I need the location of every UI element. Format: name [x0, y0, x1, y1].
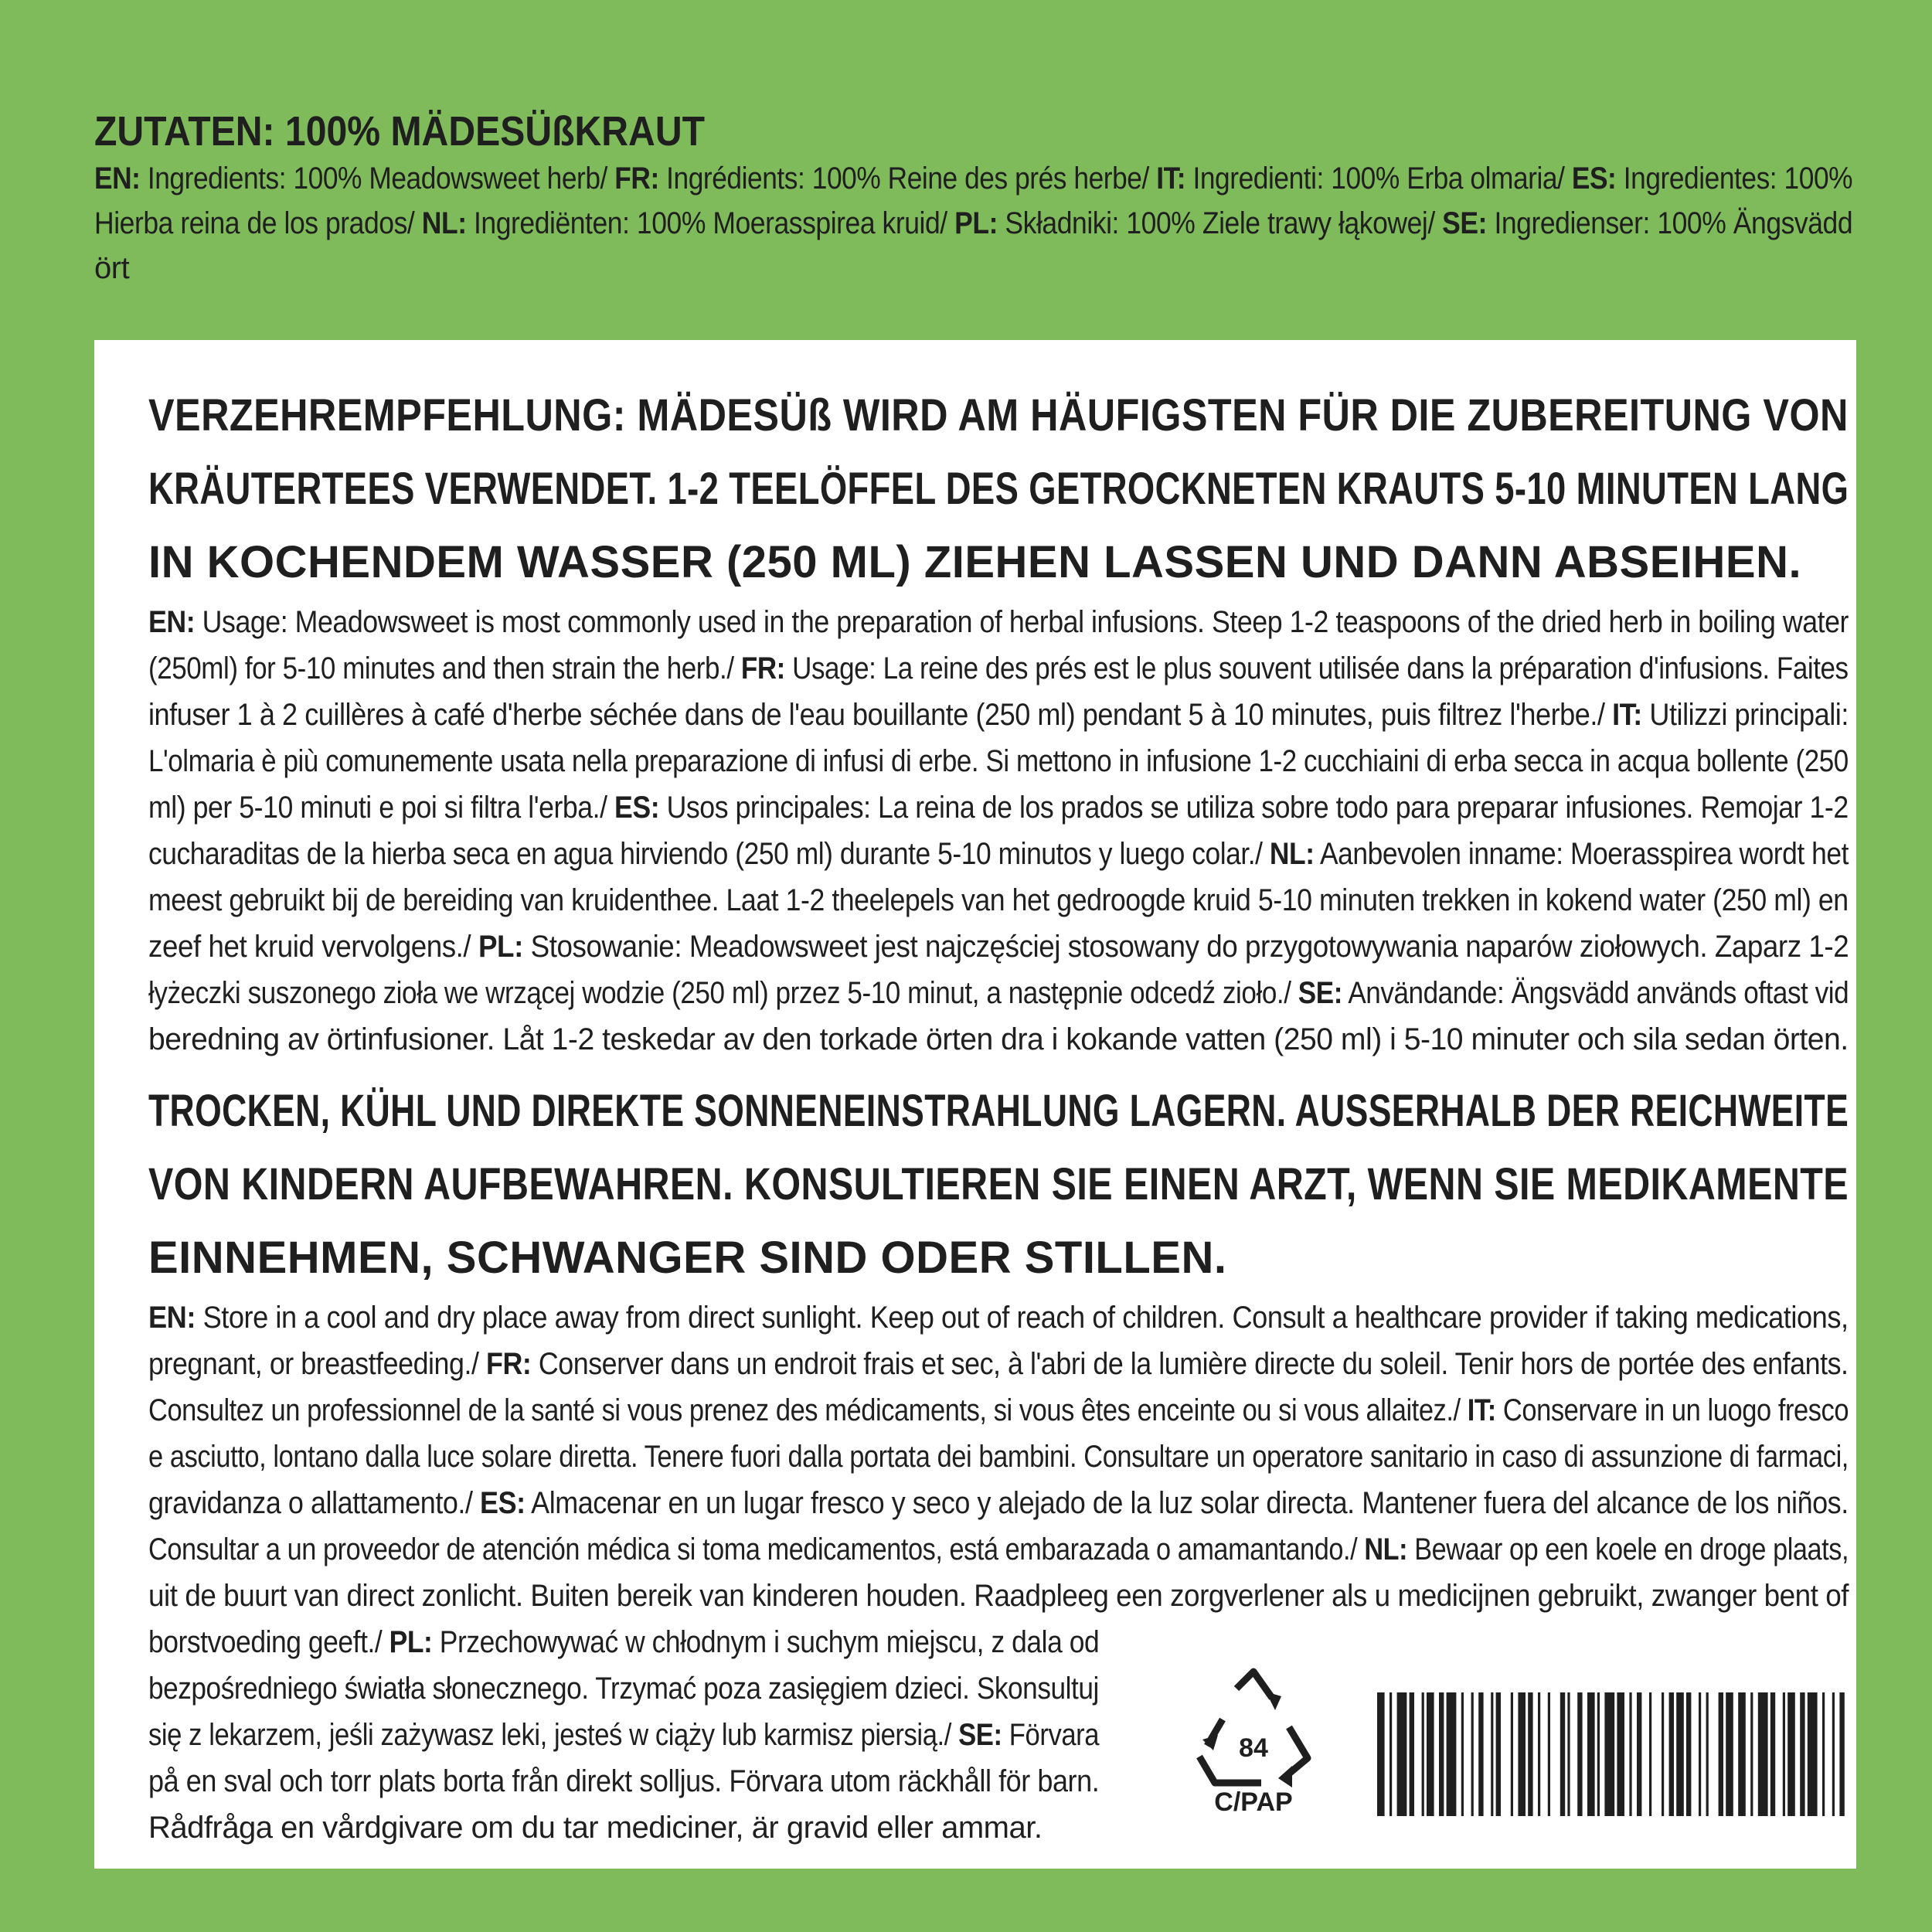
text-line: [148, 1341, 1849, 1387]
language-code: SE:: [958, 1718, 1002, 1752]
text-run: Förvara: [1002, 1718, 1100, 1752]
barcode-bar: [1706, 1692, 1709, 1816]
text-line: [94, 246, 129, 291]
barcode-bar: [1471, 1692, 1474, 1816]
text-run: Almacenar en un lugar fresco y seco y alejado de la luz solar directa. Mantener fuera del alcance de los niños.: [525, 1486, 1849, 1520]
language-code: SE:: [1298, 976, 1342, 1010]
language-code: SE:: [1442, 206, 1488, 240]
barcode-bar: [1726, 1692, 1733, 1816]
recycling-code: C/PAP: [1214, 1787, 1293, 1817]
barcode-bar: [1560, 1692, 1565, 1816]
text-run: på en sval och torr plats borta från direkt solljus. Förvara utom räckhåll för barn.: [148, 1764, 1100, 1798]
text-run: beredning av örtinfusioner. Låt 1-2 teskedar av den torkade örten dra i kokande vatten (250 ml) i 5-10 minuter och sila sedan örten.: [148, 1022, 1849, 1056]
barcode-bar: [1832, 1692, 1835, 1816]
text-run: zeef het kruid vervolgens./: [148, 930, 478, 964]
barcode-bar: [1397, 1692, 1407, 1816]
language-code: NL:: [1269, 837, 1315, 871]
ingredients-section: [94, 107, 1856, 291]
text-run: cucharaditas de la hierba seca en agua hirviendo (250 ml) durante 5-10 minutos y luego colar./: [148, 837, 1270, 871]
text-run: borstvoeding geeft./: [148, 1625, 389, 1659]
text-run: Conservare in un luogo fresco: [1495, 1393, 1849, 1427]
barcode-bar: [1800, 1692, 1804, 1816]
text-run: L'olmaria è più comunemente usata nella preparazione di infusi di erbe. Si mettono in infusione 1-2 cucchiaini di erba secca in acqua bollente (250: [148, 744, 1849, 778]
barcode-bar: [1439, 1692, 1444, 1816]
barcode-bar: [1478, 1692, 1483, 1816]
text-line: [148, 784, 1849, 831]
text-line: [148, 1387, 1849, 1434]
text-line: [94, 156, 1852, 201]
barcode-bar: [1699, 1692, 1701, 1816]
text-line: [148, 1294, 1849, 1341]
barcode-bar: [1447, 1692, 1457, 1816]
text-line: [148, 1016, 1849, 1063]
barcode-icon: [1377, 1692, 1849, 1816]
text-run: Stosowanie: Meadowsweet jest najczęściej stosowany do przygotowywania naparów ziołowych. Zaparz 1-2: [522, 930, 1849, 964]
barcode-bar: [1750, 1692, 1753, 1816]
text-run: Ingredienser: 100% Ängsvädd: [1487, 206, 1853, 240]
barcode-bar: [1577, 1692, 1582, 1816]
barcode-bar: [1738, 1692, 1746, 1816]
usage-heading: [148, 379, 1849, 599]
storage-heading: [148, 1074, 1849, 1294]
barcode-bar: [1422, 1692, 1424, 1816]
text-line: [148, 692, 1849, 738]
recycling-number: 84: [1239, 1733, 1268, 1763]
language-code: ES:: [1571, 162, 1617, 196]
barcode-bar: [1662, 1692, 1664, 1816]
barcode-bar: [1637, 1692, 1641, 1816]
text-run: się z lekarzem, jeśli zażywasz leki, jesteś w ciąży lub karmisz piersią./: [148, 1718, 959, 1752]
barcode-bar: [1377, 1692, 1385, 1816]
text-run: infuser 1 à 2 cuillères à café d'herbe séchée dans de l'eau bouillante (250 ml) pendant 5 à 10 minutes, puis filtrez l'herbe./: [148, 698, 1613, 732]
language-code: FR:: [740, 651, 785, 685]
text-line: [148, 1526, 1849, 1573]
language-code: EN:: [148, 605, 196, 639]
barcode-bar: [1783, 1692, 1785, 1816]
language-code: NL:: [421, 206, 467, 240]
barcode-bar: [1518, 1692, 1526, 1816]
barcode-bar: [1587, 1692, 1595, 1816]
storage-text: [148, 1294, 1849, 1619]
text-run: Användande: Ängsvädd används oftast vid: [1342, 976, 1849, 1010]
text-line: [148, 1758, 1099, 1804]
barcode-bar: [1617, 1692, 1624, 1816]
barcode-bar: [1676, 1692, 1684, 1816]
text-run: Ingredienti: 100% Erba olmaria/: [1185, 162, 1572, 196]
ingredients-heading: [94, 107, 1856, 156]
text-line: [148, 1573, 1849, 1619]
language-code: NL:: [1364, 1532, 1408, 1566]
usage-section: [148, 379, 1849, 1063]
ingredients-heading-text: ZUTATEN: 100% MÄDESÜßKRAUT: [94, 108, 706, 155]
heading-line: TROCKEN, KÜHL UND DIREKTE SONNENEINSTRAHLUNG LAGERN. AUSSERHALB DER REICHWEITE: [148, 1086, 1849, 1136]
text-run: Hierba reina de los prados/: [94, 206, 422, 240]
text-line: [148, 877, 1849, 923]
text-line: [148, 831, 1849, 877]
barcode-bar: [1496, 1692, 1501, 1816]
text-run: Przechowywać w chłodnym i suchym miejscu, z dala od: [432, 1625, 1100, 1659]
barcode-bar: [1770, 1692, 1775, 1816]
language-code: IT:: [1156, 162, 1186, 196]
barcode-bar: [1839, 1692, 1844, 1816]
text-run: pregnant, or breastfeeding./: [148, 1347, 487, 1381]
language-code: ES:: [614, 791, 660, 825]
text-run: uit de buurt van direct zonlicht. Buiten bereik van kinderen houden. Raadpleeg een zorgverlener als u medicijnen gebruikt, zwanger bent of: [148, 1579, 1849, 1613]
text-run: Rådfråga en vårdgivare om du tar mediciner, är gravid eller ammar.: [148, 1811, 1043, 1845]
barcode-bar: [1427, 1692, 1434, 1816]
language-code: EN:: [148, 1301, 196, 1335]
text-line: [148, 1619, 1099, 1665]
language-code: FR:: [614, 162, 659, 196]
text-line: [148, 1434, 1849, 1480]
text-run: Bewaar op een koele en droge plaats,: [1407, 1532, 1849, 1566]
language-code: ES:: [480, 1486, 526, 1520]
heading-line: EINNEHMEN, SCHWANGER SIND ODER STILLEN.: [148, 1233, 1227, 1283]
text-line: [148, 1665, 1099, 1712]
text-run: e asciutto, lontano dalla luce solare diretta. Tenere fuori dalla portata dei bambini. Consultare un operatore sanitario in caso di assunzione di farmaci,: [148, 1440, 1849, 1474]
barcode-bar: [1719, 1692, 1723, 1816]
language-code: IT:: [1612, 698, 1642, 732]
barcode-bar: [1597, 1692, 1600, 1816]
barcode-bar: [1528, 1692, 1532, 1816]
text-line: [148, 970, 1849, 1016]
heading-line: IN KOCHENDEM WASSER (250 ML) ZIEHEN LASSEN UND DANN ABSEIHEN.: [148, 537, 1802, 587]
text-run: Consultez un professionnel de la santé si vous prenez des médicaments, si vous êtes enceinte ou si vous allaitez./: [148, 1393, 1468, 1427]
text-run: bezpośredniego światła słonecznego. Trzymać poza zasięgiem dzieci. Skonsultuj: [148, 1672, 1099, 1706]
barcode-bar: [1548, 1692, 1550, 1816]
barcode-bar: [1758, 1692, 1768, 1816]
barcode-bar: [1649, 1692, 1651, 1816]
text-run: Ingrediënten: 100% Moerasspirea kruid/: [466, 206, 955, 240]
text-run: meest gebruikt bij de bereiding van kruidenthee. Laat 1-2 theelepels van het gedroogde kruid 5-10 minuten trekken in kokend water (250 ml) en: [148, 883, 1849, 917]
text-run: Consultar a un proveedor de atención médica si toma medicamentos, está embarazada o amamantando./: [148, 1532, 1365, 1566]
barcode-bar: [1686, 1692, 1691, 1816]
barcode-bar: [1461, 1692, 1464, 1816]
barcode-bar: [1604, 1692, 1614, 1816]
text-line: [148, 1804, 1042, 1851]
language-code: PL:: [389, 1625, 433, 1659]
barcode-bar: [1808, 1692, 1818, 1816]
usage-text: [148, 599, 1849, 1063]
barcode-bar: [1629, 1692, 1631, 1816]
text-run: ört: [94, 251, 130, 285]
text-run: Ingrédients: 100% Reine des prés herbe/: [658, 162, 1157, 196]
text-run: łyżeczki suszonego zioła we wrzącej wodzie (250 ml) przez 5-10 minut, a następnie odcedź zioło./: [148, 976, 1298, 1010]
text-run: Store in a cool and dry place away from direct sunlight. Keep out of reach of children. Consult a healthcare provider if taking medications,: [195, 1301, 1849, 1335]
ingredients-text: [94, 156, 1856, 291]
text-run: Składniki: 100% Ziele trawy łąkowej/: [998, 206, 1443, 240]
text-line: [148, 1712, 1099, 1758]
info-panel: [94, 340, 1856, 1869]
language-code: EN:: [94, 162, 141, 196]
text-run: Usage: Meadowsweet is most commonly used in the preparation of herbal infusions. Steep 1-2 teaspoons of the dried herb in boiling water: [195, 605, 1849, 639]
text-run: Aanbevolen inname: Moerasspirea wordt het: [1314, 837, 1849, 871]
text-line: [148, 923, 1849, 970]
language-code: PL:: [478, 930, 523, 964]
text-run: Usage: La reine des prés est le plus souvent utilisée dans la préparation d'infusions. Faites: [784, 651, 1849, 685]
barcode-bar: [1538, 1692, 1540, 1816]
barcode-bar: [1389, 1692, 1392, 1816]
barcode-bar: [1787, 1692, 1795, 1816]
text-line: [148, 599, 1849, 645]
barcode-bar: [1669, 1692, 1674, 1816]
text-run: Conserver dans un endroit frais et sec, à l'abri de la lumière directe du soleil. Tenir hors de portée des enfants.: [531, 1347, 1849, 1381]
text-run: Ingredientes: 100%: [1616, 162, 1853, 196]
barcode-bar: [1491, 1692, 1493, 1816]
text-run: gravidanza o allattamento./: [148, 1486, 481, 1520]
barcode-bar: [1511, 1692, 1513, 1816]
text-line: [148, 645, 1849, 692]
text-run: Ingredients: 100% Meadowsweet herb/: [140, 162, 615, 196]
barcode-bar: [1410, 1692, 1414, 1816]
barcode-bar: [1567, 1692, 1570, 1816]
text-run: (250ml) for 5-10 minutes and then strain the herb./: [148, 651, 741, 685]
text-line: [94, 201, 1852, 246]
text-run: Usos principales: La reina de los prados se utiliza sobre todo para preparar infusiones. Remojar 1-2: [659, 791, 1849, 825]
language-code: PL:: [954, 206, 998, 240]
heading-line: KRÄUTERTEES VERWENDET. 1-2 TEELÖFFEL DES GETROCKNETEN KRAUTS 5-10 MINUTEN LANG: [148, 464, 1849, 514]
text-run: ml) per 5-10 minuti e poi si filtra l'erba./: [148, 791, 615, 825]
language-code: IT:: [1467, 1393, 1496, 1427]
heading-line: VERZEHREMPFEHLUNG: MÄDESÜß WIRD AM HÄUFIGSTEN FÜR DIE ZUBEREITUNG VON: [148, 390, 1849, 440]
text-line: [148, 738, 1849, 784]
recycling-triangle-icon: [1192, 1665, 1315, 1820]
text-run: Utilizzi principali:: [1641, 698, 1849, 732]
heading-line: VON KINDERN AUFBEWAHREN. KONSULTIEREN SIE EINEN ARZT, WENN SIE MEDIKAMENTE: [148, 1159, 1849, 1209]
text-line: [148, 1480, 1849, 1526]
barcode-bar: [1822, 1692, 1825, 1816]
language-code: FR:: [486, 1347, 532, 1381]
